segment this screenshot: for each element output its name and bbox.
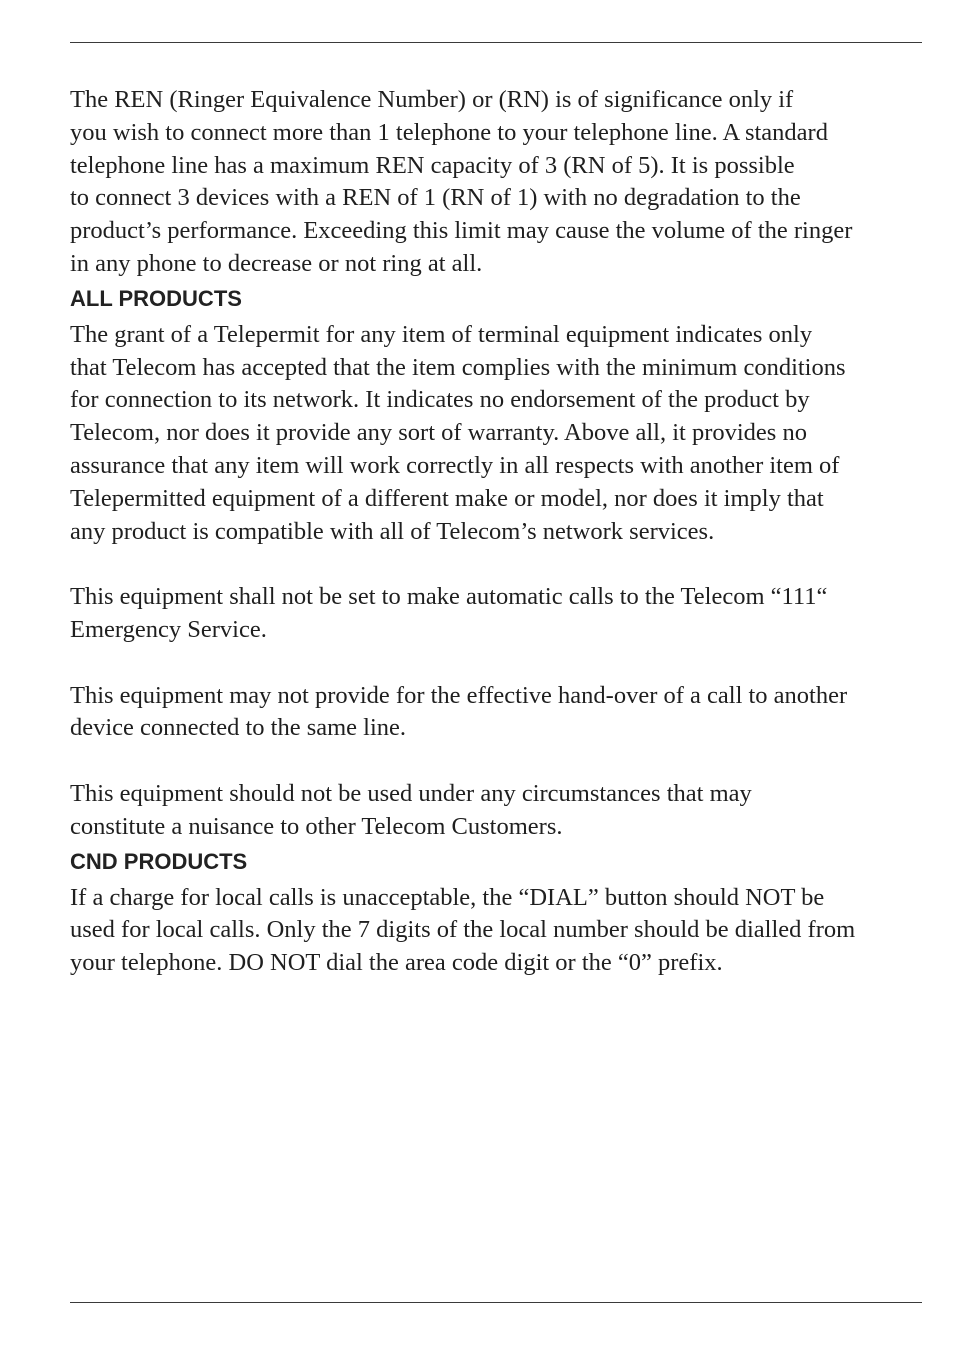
text-line: constitute a nuisance to other Telecom Customers. <box>70 812 563 840</box>
text-line: Emergency Service. <box>70 615 267 643</box>
text-line: assurance that any item will work correctly in all respects with another item of <box>70 451 840 479</box>
text-line: in any phone to decrease or not ring at all. <box>70 249 483 277</box>
ren-paragraph <box>70 84 930 281</box>
text-line: This equipment shall not be set to make automatic calls to the Telecom “111“ <box>70 583 828 611</box>
text-line: The REN (Ringer Equivalence Number) or (RN) is of significance only if <box>70 86 794 113</box>
text-line: to connect 3 devices with a REN of 1 (RN of 1) with no degradation to the <box>70 184 801 212</box>
text-line: Telecom, nor does it provide any sort of warranty. Above all, it provides no <box>70 419 807 447</box>
telepermit-paragraph <box>70 319 930 549</box>
text-line: Telepermitted equipment of a different make or model, nor does it imply that <box>70 484 824 512</box>
text-line: product’s performance. Exceeding this limit may cause the volume of the ringer <box>70 217 853 245</box>
text-line: used for local calls. Only the 7 digits of the local number should be dialled from <box>70 916 856 944</box>
text-line: any product is compatible with all of Telecom’s network services. <box>70 517 715 545</box>
text-line: This equipment may not provide for the effective hand-over of a call to another <box>70 681 848 709</box>
text-line: your telephone. DO NOT dial the area code digit or the “0” prefix. <box>70 949 723 977</box>
local-calls-paragraph <box>70 882 930 980</box>
document-body <box>70 84 930 980</box>
paragraph-spacer <box>70 745 930 778</box>
hand-over-paragraph <box>70 680 930 746</box>
text-line: telephone line has a maximum REN capacity of 3 (RN of 5). It is possible <box>70 151 795 179</box>
text-line: you wish to connect more than 1 telephone to your telephone line. A standard <box>70 118 828 146</box>
text-line: This equipment should not be used under any circumstances that may <box>70 779 752 807</box>
cnd-products-heading: CND PRODUCTS <box>70 848 248 874</box>
emergency-paragraph <box>70 581 930 647</box>
bottom-rule <box>70 1302 922 1303</box>
nuisance-paragraph <box>70 778 930 844</box>
paragraph-spacer <box>70 548 930 581</box>
paragraph-spacer <box>70 647 930 680</box>
text-line: If a charge for local calls is unacceptable, the “DIAL” button should NOT be <box>70 883 825 911</box>
top-rule <box>70 42 922 43</box>
text-line: device connected to the same line. <box>70 714 407 742</box>
all-products-heading: ALL PRODUCTS <box>70 285 242 311</box>
text-line: that Telecom has accepted that the item complies with the minimum conditions <box>70 353 846 381</box>
text-line: The grant of a Telepermit for any item of terminal equipment indicates only <box>70 320 813 348</box>
text-line: for connection to its network. It indicates no endorsement of the product by <box>70 386 810 414</box>
